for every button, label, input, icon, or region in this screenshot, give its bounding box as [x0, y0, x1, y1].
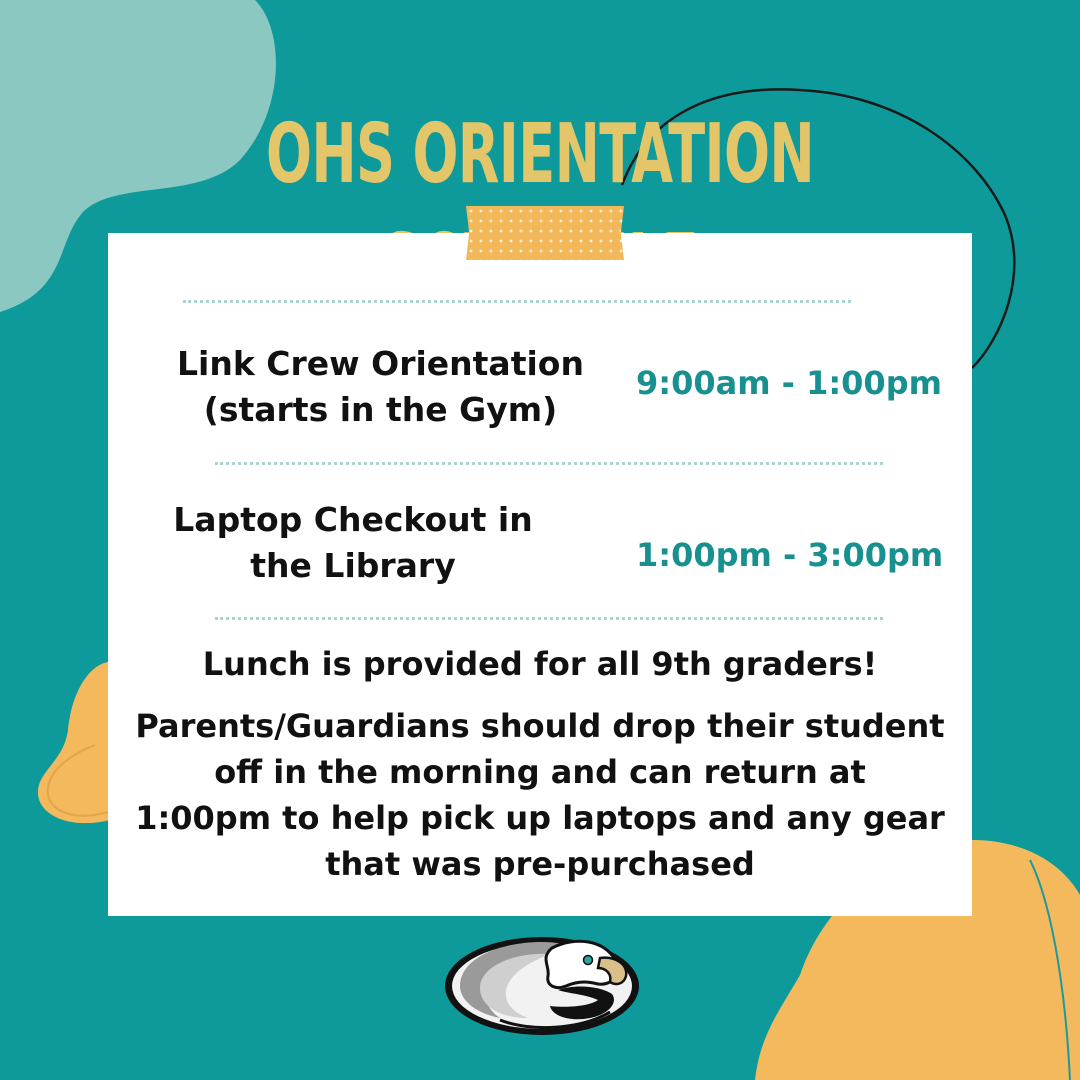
parents-note-line1: Parents/Guardians should drop their student — [135, 707, 945, 745]
time-laptop-checkout: 1:00pm - 3:00pm — [636, 536, 944, 574]
schedule-card — [108, 233, 972, 916]
time-link-crew: 9:00am - 1:00pm — [636, 364, 942, 402]
washi-tape — [466, 206, 624, 260]
event-link-crew-line2: (starts in the Gym) — [203, 390, 558, 429]
event-laptop-checkout-line2: the Library — [250, 546, 456, 585]
lunch-note: Lunch is provided for all 9th graders! — [202, 645, 878, 683]
divider-top — [183, 300, 851, 303]
event-laptop-checkout-line1: Laptop Checkout in — [173, 500, 533, 539]
divider-bottom — [215, 617, 883, 620]
event-laptop-checkout — [148, 497, 558, 589]
divider-middle — [215, 462, 883, 465]
event-link-crew — [168, 341, 593, 433]
parents-note-line2: off in the morning and can return at — [214, 753, 866, 791]
parents-note-line3: 1:00pm to help pick up laptops and any gear — [135, 799, 945, 837]
parents-note-line4: that was pre-purchased — [325, 845, 755, 883]
event-link-crew-line1: Link Crew Orientation — [177, 344, 584, 383]
parents-note — [108, 703, 972, 887]
page-title: OHS ORIENTATION — [265, 107, 815, 202]
eagle-mascot-icon — [440, 928, 646, 1040]
